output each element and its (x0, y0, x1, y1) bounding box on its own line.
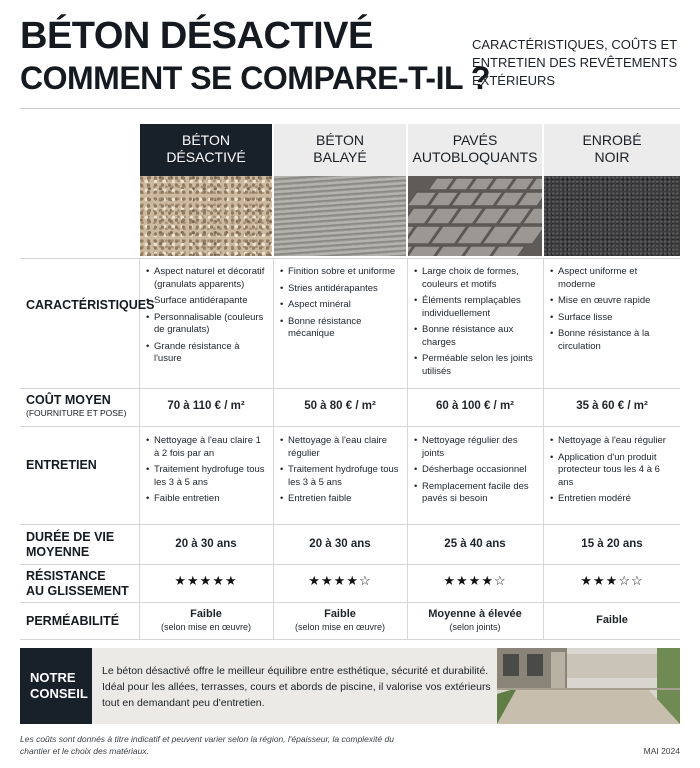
cell-duree-beton-desactive: 20 à 30 ans (175, 538, 237, 550)
row-label-cout (26, 393, 126, 419)
column-header-enrobe (544, 124, 680, 176)
permeabilite-note: (selon joints) (449, 621, 501, 632)
cell-caracteristiques-beton-desactive (146, 266, 268, 370)
row-label-entretien: ENTRETIEN (26, 458, 97, 472)
star-rating-beton-balaye: ★★★★☆ (308, 573, 372, 588)
cell-permeabilite-beton-balaye (274, 608, 406, 634)
permeabilite-value: Faible (596, 614, 628, 626)
star-rating-paves: ★★★★☆ (443, 573, 507, 588)
row-label-duree (26, 530, 114, 560)
star-rating-beton-desactive: ★★★★★ (174, 573, 238, 588)
list-item: • Mise en œuvre rapide (550, 295, 674, 308)
list-item: • Bonne résistance à la circulation (550, 328, 674, 353)
column-header-line: DÉSACTIVÉ (166, 149, 246, 165)
cell-cout-beton-desactive: 70 à 110 € / m² (167, 400, 245, 412)
permeabilite-note: (selon mise en œuvre) (294, 621, 386, 632)
row-label-line: RÉSISTANCE (26, 569, 106, 583)
list-item: • Stries antidérapantes (280, 283, 400, 296)
row-label-cout-subtitle: (FOURNITURE ET POSE) (26, 408, 127, 418)
cell-entretien-beton-desactive (146, 435, 268, 510)
cell-cout-paves: 60 à 100 € / m² (436, 400, 514, 412)
page-subtitle: CARACTÉRISTIQUES, COÛTS ET ENTRETIEN DES REVÊTEMENTS EXTÉRIEURS (472, 37, 678, 88)
permeabilite-value: Moyenne à élevée (428, 608, 522, 620)
list-item: • Finition sobre et uniforme (280, 266, 400, 279)
driveway-photo (497, 648, 680, 724)
column-header-line: NOIR (594, 149, 630, 165)
permeabilite-value: Faible (324, 608, 356, 620)
cell-duree-enrobe: 15 à 20 ans (581, 538, 643, 550)
star-rating-enrobe: ★★★☆☆ (580, 573, 644, 588)
list-item: • Traitement hydrofuge tous les 3 à 5 ans (146, 464, 268, 489)
permeabilite-note: (selon mise en œuvre) (160, 621, 252, 632)
column-header-line: PAVÉS (452, 132, 498, 148)
list-item: • Nettoyage à l'eau claire régulier (280, 435, 400, 460)
list-item: • Surface lisse (550, 312, 674, 325)
list-item: • Remplacement facile des pavés si besoin (414, 481, 538, 506)
cell-entretien-enrobe (550, 435, 674, 510)
cell-duree-beton-balaye: 20 à 30 ans (309, 538, 371, 550)
row-label-permeabilite: PERMÉABILITÉ (26, 614, 120, 628)
list-item: • Bonne résistance aux charges (414, 324, 538, 349)
list-item: • Éléments remplaçables individuellement (414, 295, 538, 320)
list-item: • Nettoyage à l'eau régulier (550, 435, 674, 448)
row-label-line: AU GLISSEMENT (26, 584, 129, 598)
column-header-beton-balaye (274, 124, 406, 176)
column-header-beton-desactive (140, 124, 272, 176)
column-header-paves (408, 124, 542, 176)
advice-tag-line: NOTRE (30, 670, 76, 685)
cell-permeabilite-enrobe (544, 614, 680, 627)
list-item: • Entretien faible (280, 493, 400, 506)
list-item: • Entretien modéré (550, 493, 674, 506)
cell-entretien-beton-balaye (280, 435, 400, 510)
list-item: • Grande résistance à l'usure (146, 341, 268, 366)
cell-cout-enrobe: 35 à 60 € / m² (576, 400, 648, 412)
list-item: • Personnalisable (couleurs de granulats) (146, 312, 268, 337)
cell-permeabilite-paves (408, 608, 542, 634)
column-header-line: AUTOBLOQUANTS (412, 149, 538, 165)
advice-tag-line: CONSEIL (30, 686, 88, 701)
advice-text: Le béton désactivé offre le meilleur équilibre entre esthétique, sécurité et durabilité. Idéal pour les allées, terrasses, cours et abords de piscine, il valorise vos extérieurs tout en demandant peu d'entretien. (102, 665, 491, 709)
column-header-line: ENROBÉ (582, 132, 642, 148)
cell-caracteristiques-enrobe (550, 266, 674, 357)
beton-balaye-texture-image (274, 176, 406, 256)
cell-caracteristiques-beton-balaye (280, 266, 400, 345)
paves-texture-image (408, 176, 542, 256)
header-divider (20, 108, 680, 109)
cell-caracteristiques-paves (414, 266, 538, 382)
column-header-line: BÉTON (316, 132, 364, 148)
list-item: • Bonne résistance mécanique (280, 316, 400, 341)
advice-tag (20, 648, 92, 724)
row-label-line: MOYENNE (26, 545, 90, 559)
row-label-cout-title: COÛT MOYEN (26, 393, 111, 407)
list-item: • Application d'un produit protecteur tous les 4 à 6 ans (550, 452, 674, 490)
enrobe-texture-image (544, 176, 680, 256)
row-label-line: DURÉE DE VIE (26, 530, 115, 544)
list-item: • Large choix de formes, couleurs et motifs (414, 266, 538, 291)
cell-permeabilite-beton-desactive (140, 608, 272, 634)
column-header-line: BÉTON (182, 132, 230, 148)
list-item: • Nettoyage régulier des joints (414, 435, 538, 460)
list-item: • Faible entretien (146, 493, 268, 506)
list-item: • Traitement hydrofuge tous les 3 à 5 ans (280, 464, 400, 489)
publication-date: MAI 2024 (643, 746, 680, 756)
list-item: • Aspect naturel et décoratif (granulats apparents) (146, 266, 268, 291)
row-label-caracteristiques: CARACTÉRISTIQUES (26, 298, 155, 312)
cell-cout-beton-balaye: 50 à 80 € / m² (304, 400, 376, 412)
page-title: BÉTON DÉSACTIVÉ (20, 15, 373, 57)
footnote: Les coûts sont donnés à titre indicatif et peuvent varier selon la région, l'épaisseur, la complexité du chantier et le choix des matériaux. (20, 734, 394, 756)
column-header-line: BALAYÉ (313, 149, 367, 165)
list-item: • Aspect minéral (280, 299, 400, 312)
list-item: • Perméable selon les joints utilisés (414, 353, 538, 378)
list-item: • Désherbage occasionnel (414, 464, 538, 477)
cell-duree-paves: 25 à 40 ans (444, 538, 506, 550)
list-item: • Surface antidérapante (146, 295, 268, 308)
list-item: • Nettoyage à l'eau claire 1 à 2 fois par an (146, 435, 268, 460)
cell-entretien-paves (414, 435, 538, 510)
list-item: • Aspect uniforme et moderne (550, 266, 674, 291)
page-title-line2: COMMENT SE COMPARE-T-IL ? (20, 60, 490, 96)
beton-desactive-texture-image (140, 176, 272, 256)
permeabilite-value: Faible (190, 608, 222, 620)
row-label-glissement (26, 569, 129, 599)
